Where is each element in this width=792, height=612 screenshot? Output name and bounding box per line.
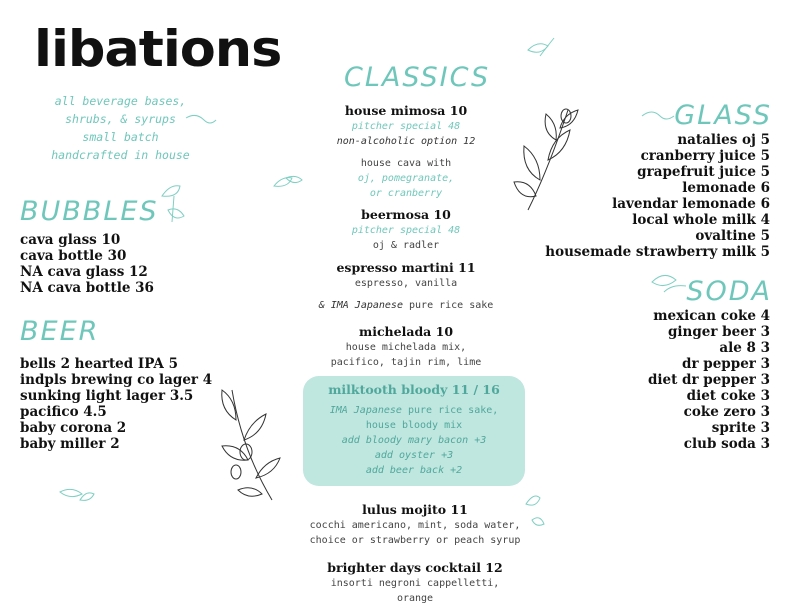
drink-name: house mimosa 10: [344, 103, 468, 118]
drink-name: milktooth bloody 11 / 16: [328, 382, 500, 397]
drink-description: house cava with: [360, 158, 452, 169]
drink-espresso-martini: [296, 260, 516, 291]
list-item: lemonade 6: [682, 180, 770, 196]
drink-name: lulus mojito 11: [362, 502, 468, 517]
list-item: cava glass 10: [20, 232, 121, 248]
drink-description: or cranberry: [369, 188, 443, 199]
list-item: ginger beer 3: [667, 324, 770, 340]
pitcher-special: pitcher special 48: [351, 121, 461, 132]
sake-brand: & IMA Japanese: [318, 300, 403, 311]
tagline-line: handcrafted in house: [51, 148, 190, 162]
list-item: baby miller 2: [20, 436, 120, 452]
add-on: add bloody mary bacon +3: [341, 435, 487, 446]
list-item: ovaltine 5: [695, 228, 770, 244]
list-item: NA cava bottle 36: [20, 280, 154, 296]
drink-michelada: [296, 324, 516, 370]
list-item: club soda 3: [683, 436, 770, 452]
section-heading-soda: SODA: [686, 276, 772, 307]
bubbles-list: [20, 232, 154, 296]
drink-description: pure rice sake: [402, 300, 494, 311]
list-item: sprite 3: [711, 420, 770, 436]
drink-description: house michelada mix,: [345, 342, 467, 353]
na-option: non-alcoholic option 12: [336, 136, 476, 147]
list-item: lavendar lemonade 6: [612, 196, 770, 212]
pitcher-special: pitcher special 48: [351, 225, 461, 236]
drink-description: house bloody mix: [365, 420, 463, 431]
list-item: grapefruit juice 5: [637, 164, 770, 180]
drink-brighter-days: [290, 560, 540, 606]
sake-brand: IMA Japanese: [329, 405, 402, 416]
drink-description: pure rice sake,: [401, 405, 499, 416]
drink-description: insorti negroni cappelletti,: [330, 578, 500, 589]
drink-milktooth-bloody: [303, 382, 525, 478]
list-item: sunking light lager 3.5: [20, 388, 194, 404]
tagline-line: shrubs, & syrups: [65, 112, 176, 126]
section-heading-bubbles: BUBBLES: [20, 196, 159, 227]
drink-house-mimosa: [296, 103, 516, 201]
drink-description: oj & radler: [372, 240, 440, 251]
list-item: diet dr pepper 3: [647, 372, 770, 388]
list-item: bells 2 hearted IPA 5: [20, 356, 178, 372]
drink-description: oj, pomegranate,: [357, 173, 455, 184]
list-item: baby corona 2: [20, 420, 127, 436]
drink-description: [296, 293, 516, 313]
menu-title: libations: [34, 20, 282, 78]
list-item: ale 8 3: [719, 340, 770, 356]
list-item: housemade strawberry milk 5: [545, 244, 770, 260]
section-heading-classics: CLASSICS: [344, 62, 491, 93]
drink-name: michelada 10: [358, 324, 454, 339]
drink-description: espresso, vanilla: [354, 278, 458, 289]
drink-name: brighter days cocktail 12: [327, 560, 503, 575]
drink-name: espresso martini 11: [336, 260, 476, 275]
list-item: NA cava glass 12: [20, 264, 148, 280]
list-item: cranberry juice 5: [640, 148, 770, 164]
drink-description: choice or strawberry or peach syrup: [309, 535, 521, 546]
list-item: mexican coke 4: [653, 308, 770, 324]
list-item: dr pepper 3: [682, 356, 770, 372]
tagline-line: all beverage bases,: [54, 94, 187, 108]
add-on: add oyster +3: [374, 450, 454, 461]
drink-description: pacifico, tajin rim, lime: [330, 357, 482, 368]
drink-name: beermosa 10: [361, 207, 451, 222]
list-item: natalies oj 5: [677, 132, 770, 148]
list-item: cava bottle 30: [20, 248, 127, 264]
section-heading-glass: GLASS: [674, 100, 772, 131]
drink-description: orange: [396, 593, 434, 604]
glass-list: [545, 132, 770, 260]
beer-list: [20, 356, 212, 452]
section-heading-beer: BEER: [20, 316, 100, 347]
drink-beermosa: [296, 207, 516, 253]
list-item: local whole milk 4: [632, 212, 770, 228]
add-on: add beer back +2: [365, 465, 463, 476]
list-item: pacifico 4.5: [20, 404, 107, 420]
tagline: [28, 92, 213, 164]
tagline-line: small batch: [82, 130, 159, 144]
drink-lulus-mojito: [290, 502, 540, 548]
olive-branch-icon: [222, 390, 280, 500]
list-item: diet coke 3: [686, 388, 770, 404]
list-item: coke zero 3: [683, 404, 770, 420]
list-item: indpls brewing co lager 4: [20, 372, 213, 388]
drink-description: cocchi americano, mint, soda water,: [309, 520, 521, 531]
soda-list: [648, 308, 770, 452]
